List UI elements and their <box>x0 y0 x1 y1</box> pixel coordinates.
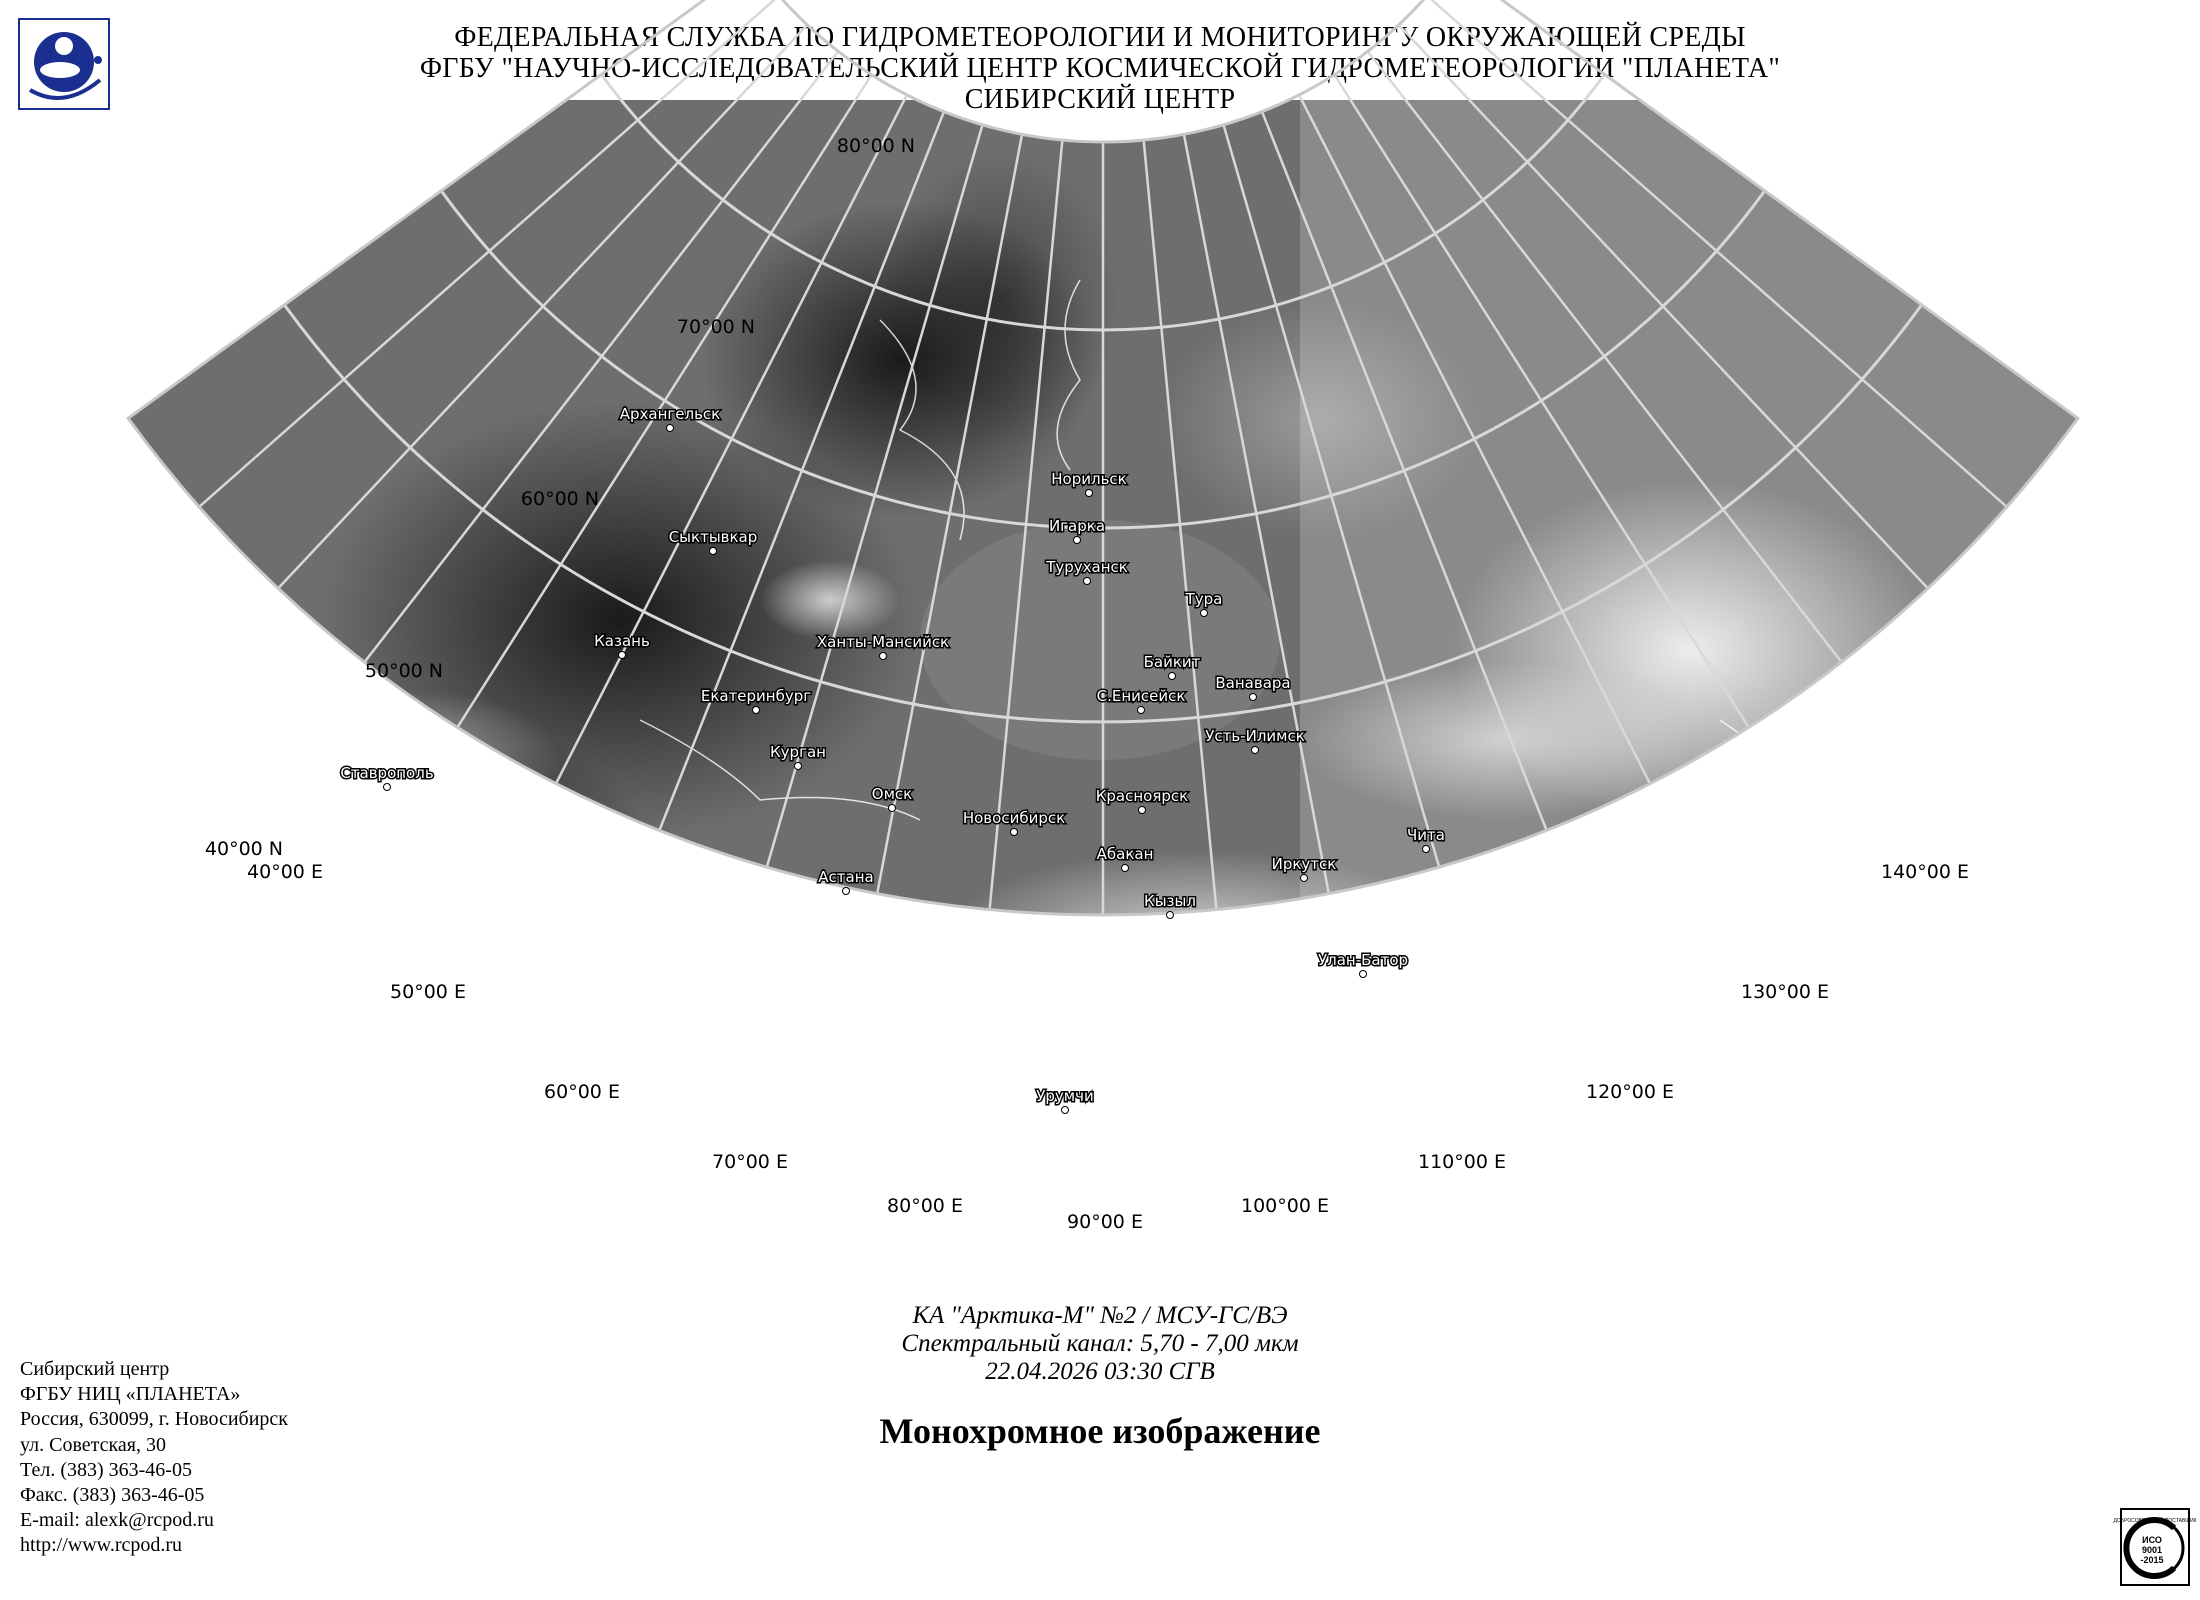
longitude-label: 80°00 E <box>887 1195 963 1217</box>
city-label: С.Енисейск <box>1096 687 1186 705</box>
longitude-label: 110°00 E <box>1418 1151 1506 1173</box>
contacts-line: E-mail: alexk@rcpod.ru <box>20 1509 214 1532</box>
city-label: Улан-Батор <box>1317 951 1409 969</box>
city-marker <box>710 548 717 555</box>
longitude-label: 50°00 E <box>390 981 466 1003</box>
iso-badge <box>2113 1508 2197 1586</box>
city-marker <box>1250 694 1257 701</box>
longitude-label: 90°00 E <box>1067 1211 1143 1233</box>
header-line-3: СИБИРСКИЙ ЦЕНТР <box>964 84 1236 115</box>
city-marker <box>795 763 802 770</box>
observation-datetime: 22.04.2026 03:30 СГВ <box>985 1358 1215 1385</box>
latitude-label: 80°00 N <box>836 135 915 157</box>
city-marker <box>1062 1107 1069 1114</box>
city-marker <box>1252 747 1259 754</box>
city-marker <box>1011 829 1018 836</box>
contacts-line: Сибирский центр <box>20 1358 170 1380</box>
latitude-label: 50°00 N <box>364 660 443 682</box>
iso-badge-line: -2015 <box>2140 1555 2164 1565</box>
latitude-label: 40°00 N <box>204 838 283 860</box>
header-line-2: ФГБУ "НАУЧНО-ИССЛЕДОВАТЕЛЬСКИЙ ЦЕНТР КОСМИЧЕСКОЙ ГИДРОМЕТЕОРОЛОГИИ "ПЛАНЕТА" <box>419 53 1781 84</box>
city-marker <box>1086 490 1093 497</box>
city-marker <box>1167 912 1174 919</box>
city-label: Абакан <box>1096 845 1154 863</box>
city-marker <box>1074 537 1081 544</box>
city-marker <box>843 888 850 895</box>
city-marker <box>1169 673 1176 680</box>
caption <box>650 1302 1550 1452</box>
contacts-line: Тел. (383) 363-46-05 <box>20 1458 192 1481</box>
city-marker <box>889 805 896 812</box>
city-marker <box>753 707 760 714</box>
city-label: Норильск <box>1051 470 1127 488</box>
city-label: Урумчи <box>1036 1087 1094 1105</box>
contacts-line: Факс. (383) 363-46-05 <box>20 1484 205 1507</box>
city-marker <box>384 784 391 791</box>
city-label: Байкит <box>1143 653 1201 671</box>
longitude-label: 40°00 E <box>247 861 323 883</box>
city-marker <box>1139 807 1146 814</box>
city-label: Игарка <box>1048 517 1106 535</box>
city-marker <box>1084 578 1091 585</box>
city-label: Тура <box>1185 590 1223 608</box>
city-label: Усть-Илимск <box>1205 727 1305 745</box>
city-marker <box>619 652 626 659</box>
city-label: Астана <box>818 868 874 886</box>
city-marker <box>1301 875 1308 882</box>
header-line-1: ФЕДЕРАЛЬНАЯ СЛУЖБА ПО ГИДРОМЕТЕОРОЛОГИИ И МОНИТОРИНГУ ОКРУЖАЮЩЕЙ СРЕДЫ <box>454 22 1746 53</box>
city-marker <box>1138 707 1145 714</box>
longitude-label: 70°00 E <box>712 1151 788 1173</box>
city-label: Иркутск <box>1271 855 1337 873</box>
city-marker <box>1201 610 1208 617</box>
city-marker <box>1122 865 1129 872</box>
city-label: Архангельск <box>619 405 721 423</box>
iso-badge-top: ДОБРОСОВЕСТНЫЙ ПОСТАВЩИК <box>2113 1518 2197 1524</box>
latitude-label: 70°00 N <box>676 316 755 338</box>
city-label: Красноярск <box>1095 787 1189 805</box>
longitude-label: 100°00 E <box>1241 1195 1329 1217</box>
city-label: Екатеринбург <box>700 687 812 705</box>
city-label: Туруханск <box>1046 558 1128 576</box>
contacts-line: http://www.rcpod.ru <box>20 1534 183 1557</box>
contacts-line: ФГБУ НИЦ «ПЛАНЕТА» <box>20 1383 241 1406</box>
contacts-block <box>20 1357 288 1559</box>
contacts-line: Россия, 630099, г. Новосибирск <box>20 1408 289 1431</box>
product-title: Монохромное изображение <box>879 1411 1321 1451</box>
longitude-label: 60°00 E <box>544 1081 620 1103</box>
city-label: Омск <box>871 785 913 803</box>
spectral-channel: Спектральный канал: 5,70 - 7,00 мкм <box>901 1330 1299 1357</box>
city-label: Чита <box>1407 826 1445 844</box>
longitude-label: 140°00 E <box>1881 861 1969 883</box>
city-label: Ставрополь <box>340 764 434 782</box>
city-label: Новосибирск <box>962 809 1066 827</box>
city-label: Ханты-Мансийск <box>816 633 950 651</box>
city-label: Курган <box>770 743 826 761</box>
city-label: Кызыл <box>1144 892 1196 910</box>
iso-badge-line: ИСО <box>2142 1535 2162 1545</box>
city-marker <box>1423 846 1430 853</box>
city-marker <box>667 425 674 432</box>
longitude-label: 120°00 E <box>1586 1081 1674 1103</box>
satellite-name: КА "Арктика-М" №2 / МСУ-ГС/ВЭ <box>912 1302 1288 1329</box>
longitude-label: 130°00 E <box>1741 981 1829 1003</box>
city-label: Сыктывкар <box>668 528 758 546</box>
latitude-label: 60°00 N <box>520 488 599 510</box>
city-label: Казань <box>594 632 650 650</box>
city-marker <box>1360 971 1367 978</box>
city-label: Ванавара <box>1215 674 1291 692</box>
contacts-line: ул. Советская, 30 <box>20 1433 166 1456</box>
iso-badge-icon <box>2113 1510 2197 1584</box>
city-marker <box>880 653 887 660</box>
iso-badge-line: 9001 <box>2141 1545 2163 1555</box>
